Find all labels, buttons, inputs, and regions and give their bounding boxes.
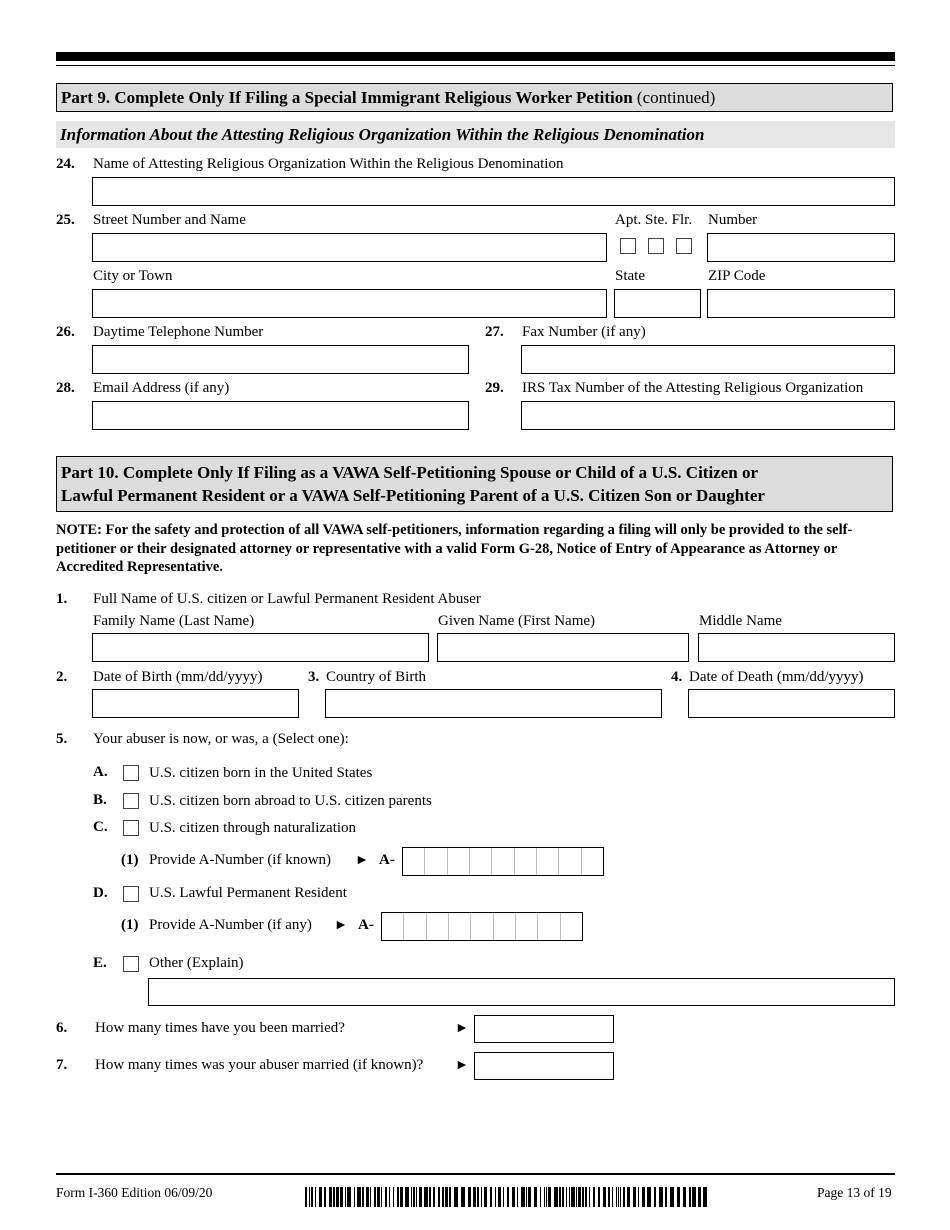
dob-label: Date of Birth (mm/dd/yyyy) — [93, 669, 263, 685]
q28-label: Email Address (if any) — [93, 380, 230, 396]
q5e-checkbox[interactable] — [123, 956, 139, 972]
q24-number: 24. — [56, 156, 75, 172]
q6-arrow-icon: ► — [455, 1021, 469, 1036]
q5d1-number: (1) — [121, 917, 139, 933]
q29-number: 29. — [485, 380, 504, 396]
q24-label: Name of Attesting Religious Organization Within the Religious Denomination — [93, 156, 564, 172]
q5b-label: U.S. citizen born abroad to U.S. citizen parents — [149, 793, 432, 809]
family-name-label: Family Name (Last Name) — [93, 613, 255, 629]
given-name-label: Given Name (First Name) — [438, 613, 596, 629]
q5b-checkbox[interactable] — [123, 793, 139, 809]
q25-number: 25. — [56, 212, 75, 228]
q5a-checkbox[interactable] — [123, 765, 139, 781]
barcode — [305, 1187, 712, 1207]
q26-label: Daytime Telephone Number — [93, 324, 264, 340]
q5d-letter: D. — [93, 885, 108, 901]
part9-section-title: Information About the Attesting Religious Organization Within the Religious Denomination — [56, 121, 895, 148]
q5e-label: Other (Explain) — [149, 955, 244, 971]
q5d1-prefix: A- — [358, 917, 374, 933]
state-label: State — [615, 268, 645, 284]
flr-checkbox[interactable] — [676, 238, 692, 254]
footer-form-edition: Form I-360 Edition 06/09/20 — [56, 1185, 213, 1200]
country-of-birth-label: Country of Birth — [326, 669, 426, 685]
p10-q3-number: 3. — [308, 669, 320, 685]
city-input[interactable] — [92, 289, 607, 318]
irs-tax-number-input[interactable] — [521, 401, 895, 430]
apt-ste-flr-label: Apt. Ste. Flr. — [615, 212, 693, 228]
daytime-phone-input[interactable] — [92, 345, 469, 374]
state-select[interactable] — [614, 289, 701, 318]
q5a-letter: A. — [93, 764, 108, 780]
q5d1-label: Provide A-Number (if any) — [149, 917, 312, 933]
footer-rule — [56, 1173, 895, 1175]
part10-title-line2: Lawful Permanent Resident or a VAWA Self-Petitioning Parent of a U.S. Citizen Son or Daughter — [61, 486, 765, 505]
q28-number: 28. — [56, 380, 75, 396]
q5e-letter: E. — [93, 955, 107, 971]
part10-header — [56, 456, 893, 512]
q5c1-label: Provide A-Number (if known) — [149, 852, 332, 868]
ste-checkbox[interactable] — [648, 238, 664, 254]
q5c-checkbox[interactable] — [123, 820, 139, 836]
q5c1-prefix: A- — [379, 852, 395, 868]
street-label: Street Number and Name — [93, 212, 246, 228]
part9-continued: (continued) — [636, 88, 716, 107]
city-label: City or Town — [93, 268, 173, 284]
top-rule-thin — [56, 65, 895, 66]
street-input[interactable] — [92, 233, 607, 262]
abuser-given-name-input[interactable] — [437, 633, 689, 662]
p10-q6-number: 6. — [56, 1020, 68, 1036]
vawa-note: NOTE: For the safety and protection of all VAWA self-petitioners, information regarding a filing will only be provided to the self-petitioner or their designated attorney or representative with a valid Form G-28, Notice of Entry of Appearance as Attorney or Accredited Representative. — [56, 522, 853, 575]
apt-checkbox[interactable] — [620, 238, 636, 254]
q5d1-arrow-icon: ► — [334, 918, 348, 933]
q27-label: Fax Number (if any) — [522, 324, 646, 340]
q5c-a-number-input[interactable] — [402, 847, 604, 876]
part9-header — [56, 83, 893, 112]
times-married-input[interactable] — [474, 1015, 614, 1043]
q27-number: 27. — [485, 324, 504, 340]
q5c1-arrow-icon: ► — [355, 853, 369, 868]
p10-q5-label: Your abuser is now, or was, a (Select one): — [93, 731, 349, 747]
zip-input[interactable] — [707, 289, 895, 318]
q26-number: 26. — [56, 324, 75, 340]
q29-label: IRS Tax Number of the Attesting Religious Organization — [522, 380, 864, 396]
p10-q7-label: How many times was your abuser married (if known)? — [95, 1057, 424, 1073]
abuser-family-name-input[interactable] — [92, 633, 429, 662]
religious-organization-name-input[interactable] — [92, 177, 895, 206]
abuser-times-married-input[interactable] — [474, 1052, 614, 1080]
part9-title: Part 9. Complete Only If Filing a Special Immigrant Religious Worker Petition — [61, 88, 633, 107]
unit-number-input[interactable] — [707, 233, 895, 262]
email-input[interactable] — [92, 401, 469, 430]
footer-page-number: Page 13 of 19 — [817, 1185, 892, 1200]
p10-q2-number: 2. — [56, 669, 68, 685]
other-explain-input[interactable] — [148, 978, 895, 1006]
q5a-label: U.S. citizen born in the United States — [149, 765, 373, 781]
part10-title-line1: Part 10. Complete Only If Filing as a VAWA Self-Petitioning Spouse or Child of a U.S. Citizen or — [61, 463, 759, 482]
p10-q7-number: 7. — [56, 1057, 68, 1073]
fax-input[interactable] — [521, 345, 895, 374]
q5b-letter: B. — [93, 792, 107, 808]
q7-arrow-icon: ► — [455, 1058, 469, 1073]
dod-label: Date of Death (mm/dd/yyyy) — [689, 669, 864, 685]
q5d-a-number-input[interactable] — [381, 912, 583, 941]
p10-q6-label: How many times have you been married? — [95, 1020, 345, 1036]
abuser-middle-name-input[interactable] — [698, 633, 895, 662]
p10-q1-label: Full Name of U.S. citizen or Lawful Permanent Resident Abuser — [93, 591, 481, 607]
top-rule-thick — [56, 52, 895, 61]
p10-q1-number: 1. — [56, 591, 68, 607]
q5c-letter: C. — [93, 819, 108, 835]
p10-q4-number: 4. — [671, 669, 683, 685]
abuser-dod-input[interactable] — [688, 689, 895, 718]
middle-name-label: Middle Name — [699, 613, 782, 629]
abuser-country-of-birth-input[interactable] — [325, 689, 662, 718]
zip-label: ZIP Code — [708, 268, 766, 284]
q5c1-number: (1) — [121, 852, 139, 868]
q5d-label: U.S. Lawful Permanent Resident — [149, 885, 347, 901]
number-label: Number — [708, 212, 758, 228]
abuser-dob-input[interactable] — [92, 689, 299, 718]
q5c-label: U.S. citizen through naturalization — [149, 820, 357, 836]
p10-q5-number: 5. — [56, 731, 68, 747]
q5d-checkbox[interactable] — [123, 886, 139, 902]
